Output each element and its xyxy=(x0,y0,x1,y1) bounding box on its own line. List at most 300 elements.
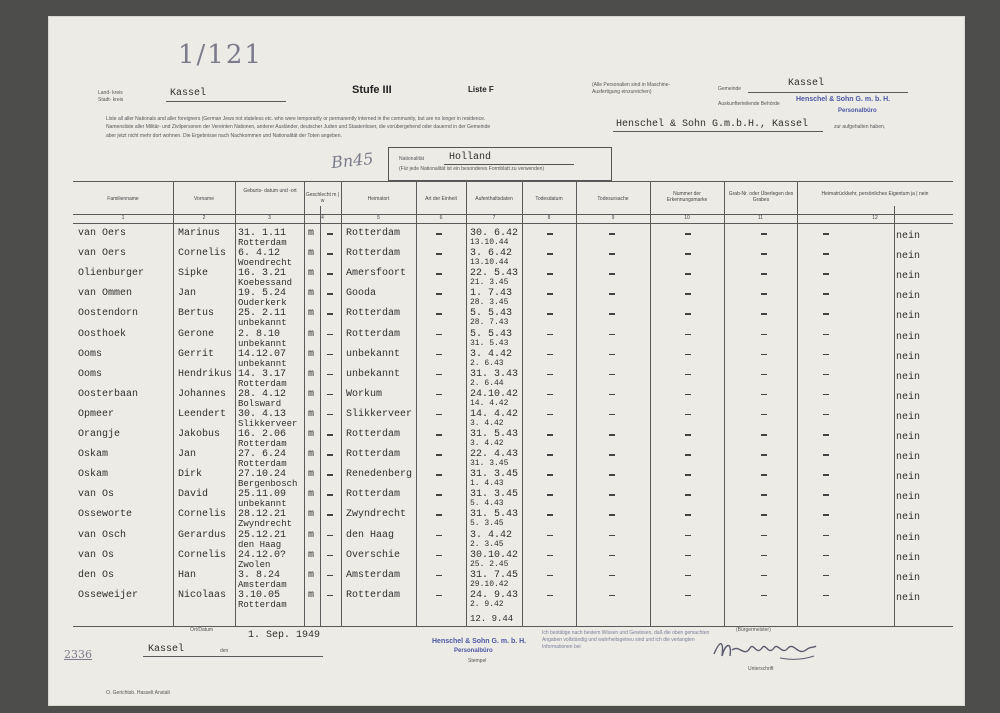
sex-w-dash xyxy=(327,575,333,577)
sex: m xyxy=(308,449,315,461)
stay-date: 5. 5.43 xyxy=(470,328,513,340)
stay-date-2: 21. 3.45 xyxy=(470,278,509,288)
erkennungsmarke-dash xyxy=(685,273,691,275)
erkennungsmarke-dash xyxy=(685,414,691,416)
col-geburt: Geburts- datum und -ort xyxy=(243,188,297,194)
table-row xyxy=(48,349,928,369)
family-name: van Os xyxy=(78,549,115,561)
first-name: Jan xyxy=(178,449,197,461)
nationality-label: Nationalität xyxy=(399,156,425,162)
todesursache-dash xyxy=(609,253,615,255)
table-row xyxy=(48,509,928,529)
col-num-2: 2 xyxy=(202,215,206,221)
first-name: Jakobus xyxy=(178,429,221,440)
sex: m xyxy=(308,549,315,561)
birth-date: 28.12.21 xyxy=(238,509,287,521)
col-num-5: 5 xyxy=(377,215,380,221)
einheit-dash xyxy=(436,434,442,436)
sex-w-dash xyxy=(327,233,333,235)
col-num-12: 12 xyxy=(872,215,878,221)
erkennungsmarke-dash xyxy=(685,595,691,597)
row-trailing-date: 12. 9.44 xyxy=(470,614,514,624)
erkennungsmarke-dash xyxy=(685,514,691,516)
first-name: Hendrikus xyxy=(178,368,233,380)
sex: m xyxy=(308,228,315,239)
stay-date-2: 28. 7.43 xyxy=(470,318,509,328)
col-num-10: 10 xyxy=(684,215,690,221)
ja-dash xyxy=(823,313,829,315)
first-name: Jan xyxy=(178,288,197,300)
home-town: Rotterdam xyxy=(346,228,401,239)
ja-dash xyxy=(823,233,829,235)
sex-w-dash xyxy=(327,374,333,376)
erkennungsmarke-dash xyxy=(685,575,691,577)
footer-ort-label: Ort/Datum xyxy=(190,627,214,633)
col-num-9: 9 xyxy=(611,215,615,221)
sex: m xyxy=(308,589,315,601)
sex: m xyxy=(308,368,315,380)
table-row xyxy=(48,530,928,550)
family-name: den Os xyxy=(78,569,115,581)
stay-date: 31. 3.43 xyxy=(470,368,519,380)
birth-place: Ouderkerk xyxy=(238,298,287,309)
table-row xyxy=(48,369,928,389)
return-answer: nein xyxy=(896,311,921,323)
todesursache-dash xyxy=(609,595,615,597)
sex-w-dash xyxy=(327,334,333,336)
stay-date: 1. 7.43 xyxy=(470,288,513,300)
birth-date: 16. 3.21 xyxy=(238,268,287,280)
nationality-box xyxy=(388,147,612,181)
todesdatum-dash xyxy=(547,253,553,255)
return-answer: nein xyxy=(896,452,921,464)
einheit-dash xyxy=(436,334,442,336)
table-row xyxy=(48,268,928,288)
todesdatum-dash xyxy=(547,454,553,456)
erkennungsmarke-dash xyxy=(685,555,691,557)
home-town: Gooda xyxy=(346,288,377,300)
stay-date-2: 3. 4.42 xyxy=(470,439,504,448)
footer-stamp-1: Henschel & Sohn G. m. b. H. xyxy=(432,638,527,645)
intro-firm: Henschel & Sohn G.m.b.H., Kassel xyxy=(616,119,809,130)
birth-date: 30. 4.13 xyxy=(238,408,287,420)
grab-dash xyxy=(761,434,767,436)
sex-w-dash xyxy=(327,434,333,436)
birth-place: unbekannt xyxy=(238,499,287,510)
table-row xyxy=(48,469,928,489)
home-town: Amersfoort xyxy=(346,268,407,280)
birth-date: 3. 8.24 xyxy=(238,569,281,581)
birth-date: 6. 4.12 xyxy=(238,248,281,260)
grab-dash xyxy=(761,575,767,577)
first-name: Cornelis xyxy=(178,549,227,561)
table-row xyxy=(48,389,928,409)
first-name: Marinus xyxy=(178,228,221,239)
birth-place: Rotterdam xyxy=(238,459,287,470)
first-name: David xyxy=(178,489,209,501)
col-num-8: 8 xyxy=(547,215,551,221)
return-answer: nein xyxy=(896,512,921,524)
sex: m xyxy=(308,328,315,340)
first-name: Cornelis xyxy=(178,509,227,521)
intro-line-1: Liste all aller Nationals and aller foreigners (German Jews not stateless etc. who were temporarily or permanently interned in the community, but are no longer in residence. xyxy=(106,116,486,122)
einheit-dash xyxy=(436,494,442,496)
birth-place: Zwolen xyxy=(238,559,271,570)
document-sheet xyxy=(48,16,965,706)
landkreis-label: Land- kreis xyxy=(98,90,123,96)
table-row xyxy=(48,248,928,268)
todesdatum-dash xyxy=(547,313,553,315)
footer-den-label: den xyxy=(220,648,229,654)
birth-date: 2. 8.10 xyxy=(238,328,281,340)
table-row xyxy=(48,570,928,590)
birth-place: den Haag xyxy=(238,539,282,550)
erkennungsmarke-dash xyxy=(685,454,691,456)
return-answer: nein xyxy=(896,572,921,584)
sex: m xyxy=(308,569,315,581)
erkennungsmarke-dash xyxy=(685,535,691,537)
stay-date-2: 2. 6.44 xyxy=(470,378,504,388)
footer-signature-label: (Bürgermeister) xyxy=(736,627,771,633)
stadtkreis-label: Stadt- kreis xyxy=(98,97,124,103)
erkennungsmarke-dash xyxy=(685,233,691,235)
home-town: Slikkerveer xyxy=(346,408,413,420)
family-name: Orangje xyxy=(78,429,121,440)
todesursache-dash xyxy=(609,414,615,416)
intro-end: zur aufgehalten haben, xyxy=(834,124,886,130)
grab-dash xyxy=(761,253,767,255)
einheit-dash xyxy=(436,374,442,376)
home-town: Overschie xyxy=(346,549,401,561)
stay-date-2: 3. 4.42 xyxy=(470,418,504,428)
stay-date-2: 31. 3.45 xyxy=(470,459,509,469)
sex: m xyxy=(308,288,315,300)
auskunft-stamp-2: Personalbüro xyxy=(838,108,877,114)
first-name: Dirk xyxy=(178,469,203,481)
stay-date: 31. 5.43 xyxy=(470,509,519,521)
stay-date: 3. 6.42 xyxy=(470,248,513,260)
gemeinde-value: Kassel xyxy=(788,78,825,89)
home-town: Rotterdam xyxy=(346,328,401,340)
home-town: Zwyndrecht xyxy=(346,509,407,521)
home-town: Renedenberg xyxy=(346,469,413,481)
sex-w-dash xyxy=(327,414,333,416)
intro-line-3: aber jetzt nicht mehr dort wohnen. Die Ergebnisse nach Nachkommen und Nationalität der Toten angeben. xyxy=(106,133,342,139)
einheit-dash xyxy=(436,575,442,577)
grab-dash xyxy=(761,233,767,235)
table-row xyxy=(48,590,928,610)
erkennungsmarke-dash xyxy=(685,354,691,356)
erkennungsmarke-dash xyxy=(685,253,691,255)
first-name: Han xyxy=(178,569,197,581)
todesursache-dash xyxy=(609,474,615,476)
einheit-dash xyxy=(436,394,442,396)
sex: m xyxy=(308,429,315,440)
return-answer: nein xyxy=(896,251,921,263)
ja-dash xyxy=(823,414,829,416)
birth-date: 27. 6.24 xyxy=(238,449,287,461)
printer-note: O. Gerichtsb. Hasselt Anstalt xyxy=(106,690,170,696)
sex-w-dash xyxy=(327,535,333,537)
todesdatum-dash xyxy=(547,595,553,597)
ja-dash xyxy=(823,334,829,336)
sex-w-dash xyxy=(327,394,333,396)
ja-dash xyxy=(823,434,829,436)
ja-dash xyxy=(823,454,829,456)
todesdatum-dash xyxy=(547,293,553,295)
stay-date: 31. 7.45 xyxy=(470,569,519,581)
home-town: Rotterdam xyxy=(346,308,401,320)
table-row xyxy=(48,449,928,469)
col-erkennungsmarke: Nummer der Erkennungsmarke xyxy=(666,191,708,203)
table-row xyxy=(48,550,928,570)
auskunft-label: Auskunfterteilende Behörde xyxy=(718,101,780,107)
sex: m xyxy=(308,308,315,320)
home-town: Workum xyxy=(346,388,383,400)
sex-w-dash xyxy=(327,494,333,496)
birth-place: Bolsward xyxy=(238,398,282,409)
ja-dash xyxy=(823,555,829,557)
ja-dash xyxy=(823,293,829,295)
home-town: Rotterdam xyxy=(346,589,401,601)
todesdatum-dash xyxy=(547,514,553,516)
todesursache-dash xyxy=(609,273,615,275)
col-heimatrueckkehr: Heimatrückkehr, persönliches Eigentum ja | nein xyxy=(821,191,929,197)
col-num-6: 6 xyxy=(439,215,443,221)
erkennungsmarke-dash xyxy=(685,474,691,476)
family-name: Osseweijer xyxy=(78,589,139,601)
home-town: Rotterdam xyxy=(346,489,401,501)
first-name: Nicolaas xyxy=(178,589,227,601)
ja-dash xyxy=(823,575,829,577)
footer-date: 1. Sep. 1949 xyxy=(248,630,321,641)
erkennungsmarke-dash xyxy=(685,394,691,396)
todesursache-dash xyxy=(609,233,615,235)
first-name: Cornelis xyxy=(178,248,227,260)
family-name: Ooms xyxy=(78,368,103,380)
birth-place: Zwyndrecht xyxy=(238,519,293,530)
family-name: Oskam xyxy=(78,449,109,461)
sex: m xyxy=(308,469,315,481)
home-town: Rotterdam xyxy=(346,429,401,440)
birth-place: Rotterdam xyxy=(238,238,287,248)
grab-dash xyxy=(761,535,767,537)
first-name: Gerrit xyxy=(178,348,215,360)
home-town: Rotterdam xyxy=(346,449,401,461)
grab-dash xyxy=(761,454,767,456)
grab-dash xyxy=(761,293,767,295)
family-name: van Oers xyxy=(78,248,127,260)
ja-dash xyxy=(823,595,829,597)
todesdatum-dash xyxy=(547,575,553,577)
stay-date: 31. 5.43 xyxy=(470,429,519,440)
return-answer: nein xyxy=(896,532,921,544)
todesdatum-dash xyxy=(547,273,553,275)
stay-date-2: 2. 9.42 xyxy=(470,599,504,609)
erkennungsmarke-dash xyxy=(685,293,691,295)
form-title: Stufe III xyxy=(352,84,392,96)
todesursache-dash xyxy=(609,454,615,456)
birth-date: 28. 4.12 xyxy=(238,388,287,400)
todesursache-dash xyxy=(609,354,615,356)
footer-signature-sub: Unterschrift xyxy=(748,666,774,672)
family-name: Oskam xyxy=(78,469,109,481)
home-town: unbekannt xyxy=(346,368,401,380)
family-name: Oosterbaan xyxy=(78,388,139,400)
erkennungsmarke-dash xyxy=(685,494,691,496)
col-num-3: 3 xyxy=(268,215,271,221)
table-row xyxy=(48,489,928,509)
return-answer: nein xyxy=(896,552,921,564)
einheit-dash xyxy=(436,233,442,235)
col-num-1: 1 xyxy=(121,215,125,221)
todesursache-dash xyxy=(609,434,615,436)
stay-date: 3. 4.42 xyxy=(470,529,513,541)
ja-dash xyxy=(823,374,829,376)
footer-ort-value: Kassel xyxy=(148,644,185,655)
grab-dash xyxy=(761,595,767,597)
einheit-dash xyxy=(436,253,442,255)
family-name: Oostendorn xyxy=(78,308,139,320)
todesdatum-dash xyxy=(547,354,553,356)
list-label: Liste F xyxy=(468,85,494,94)
stay-date: 30. 6.42 xyxy=(470,228,519,239)
table-row xyxy=(48,288,928,308)
einheit-dash xyxy=(436,595,442,597)
grab-dash xyxy=(761,374,767,376)
table-row xyxy=(48,329,928,349)
einheit-dash xyxy=(436,454,442,456)
todesdatum-dash xyxy=(547,535,553,537)
birth-place: Bergenbosch xyxy=(238,479,298,490)
stay-date: 31. 3.45 xyxy=(470,469,519,481)
table-row xyxy=(48,228,928,248)
birth-date: 25. 2.11 xyxy=(238,308,287,320)
birth-place: Rotterdam xyxy=(238,378,287,389)
sex: m xyxy=(308,489,315,501)
sex-w-dash xyxy=(327,293,333,295)
return-answer: nein xyxy=(896,411,921,423)
sex-w-dash xyxy=(327,474,333,476)
table-row xyxy=(48,308,928,328)
todesdatum-dash xyxy=(547,334,553,336)
return-answer: nein xyxy=(896,291,921,303)
return-answer: nein xyxy=(896,271,921,283)
erkennungsmarke-dash xyxy=(685,313,691,315)
margin-number: 2336 xyxy=(64,648,92,661)
stay-date: 24. 9.43 xyxy=(470,589,519,601)
stay-date-2: 28. 3.45 xyxy=(470,298,509,308)
stay-date-2: 29.10.42 xyxy=(470,579,509,589)
footer-declaration: Ich bestätige nach bestem Wissen und Gewissen, daß die oben gemachten Angaben vollständig und wahrheitsgetreu sind und ich die verlangten Informationen bei xyxy=(542,630,710,650)
todesursache-dash xyxy=(609,334,615,336)
col-num-4: 4 xyxy=(321,215,324,221)
einheit-dash xyxy=(436,293,442,295)
stay-date: 30.10.42 xyxy=(470,549,519,561)
sex-w-dash xyxy=(327,354,333,356)
first-name: Gerardus xyxy=(178,529,227,541)
footer-stamp-3: Stempel xyxy=(468,658,487,664)
birth-date: 14. 3.17 xyxy=(238,368,287,380)
birth-date: 16. 2.06 xyxy=(238,429,287,440)
birth-place: unbekannt xyxy=(238,358,287,369)
first-name: Leendert xyxy=(178,408,227,420)
col-num-11: 11 xyxy=(757,215,764,221)
col-todesdatum: Todesdatum xyxy=(535,196,563,202)
home-town: den Haag xyxy=(346,529,395,541)
col-familienname: Familienname xyxy=(107,196,139,202)
col-grab: Grab-Nr. oder Überlegen des Grabes xyxy=(728,191,794,203)
birth-date: 27.10.24 xyxy=(238,469,287,481)
birth-date: 14.12.07 xyxy=(238,348,287,360)
sex: m xyxy=(308,408,315,420)
family-name: van Os xyxy=(78,489,115,501)
einheit-dash xyxy=(436,313,442,315)
birth-place: Rotterdam xyxy=(238,599,287,610)
grab-dash xyxy=(761,514,767,516)
todesursache-dash xyxy=(609,555,615,557)
grab-dash xyxy=(761,394,767,396)
todesursache-dash xyxy=(609,374,615,376)
sex-w-dash xyxy=(327,595,333,597)
todesdatum-dash xyxy=(547,394,553,396)
todesdatum-dash xyxy=(547,233,553,235)
sex-w-dash xyxy=(327,514,333,516)
return-answer: nein xyxy=(896,351,921,363)
archive-mark: 1/121 xyxy=(178,40,263,70)
return-answer: nein xyxy=(896,371,921,383)
sex-w-dash xyxy=(327,313,333,315)
ja-dash xyxy=(823,253,829,255)
sex-w-dash xyxy=(327,454,333,456)
ja-dash xyxy=(823,474,829,476)
family-name: Osseworte xyxy=(78,509,133,521)
einheit-dash xyxy=(436,474,442,476)
footer-stamp-2: Personalbüro xyxy=(454,648,493,654)
col-einheit: Art der Einheit xyxy=(425,196,457,202)
stay-date: 14. 4.42 xyxy=(470,408,519,420)
einheit-dash xyxy=(436,273,442,275)
sex-w-dash xyxy=(327,273,333,275)
table-row xyxy=(48,429,928,449)
return-answer: nein xyxy=(896,472,921,484)
gemeinde-label: Gemeinde xyxy=(718,86,742,92)
family-name: Oosthoek xyxy=(78,328,127,340)
return-answer: nein xyxy=(896,391,921,403)
sex: m xyxy=(308,388,315,400)
stay-date-2: 5. 4.43 xyxy=(470,499,504,509)
col-num-7: 7 xyxy=(492,215,496,221)
family-name: Ooms xyxy=(78,348,103,360)
erkennungsmarke-dash xyxy=(685,334,691,336)
ja-dash xyxy=(823,494,829,496)
return-answer: nein xyxy=(896,492,921,504)
birth-date: 25.12.21 xyxy=(238,529,287,541)
stay-date-2: 2. 6.43 xyxy=(470,358,504,368)
stay-date-2: 13.10.44 xyxy=(470,258,509,268)
col-todesursache: Todesursache xyxy=(597,196,629,202)
sex: m xyxy=(308,509,315,521)
stay-date: 24.10.42 xyxy=(470,388,519,400)
birth-place: Amsterdam xyxy=(238,579,287,590)
grab-dash xyxy=(761,354,767,356)
grab-dash xyxy=(761,334,767,336)
einheit-dash xyxy=(436,414,442,416)
stay-date: 31. 3.45 xyxy=(470,489,519,501)
birth-date: 25.11.09 xyxy=(238,489,287,501)
grab-dash xyxy=(761,474,767,476)
return-answer: nein xyxy=(896,432,921,443)
